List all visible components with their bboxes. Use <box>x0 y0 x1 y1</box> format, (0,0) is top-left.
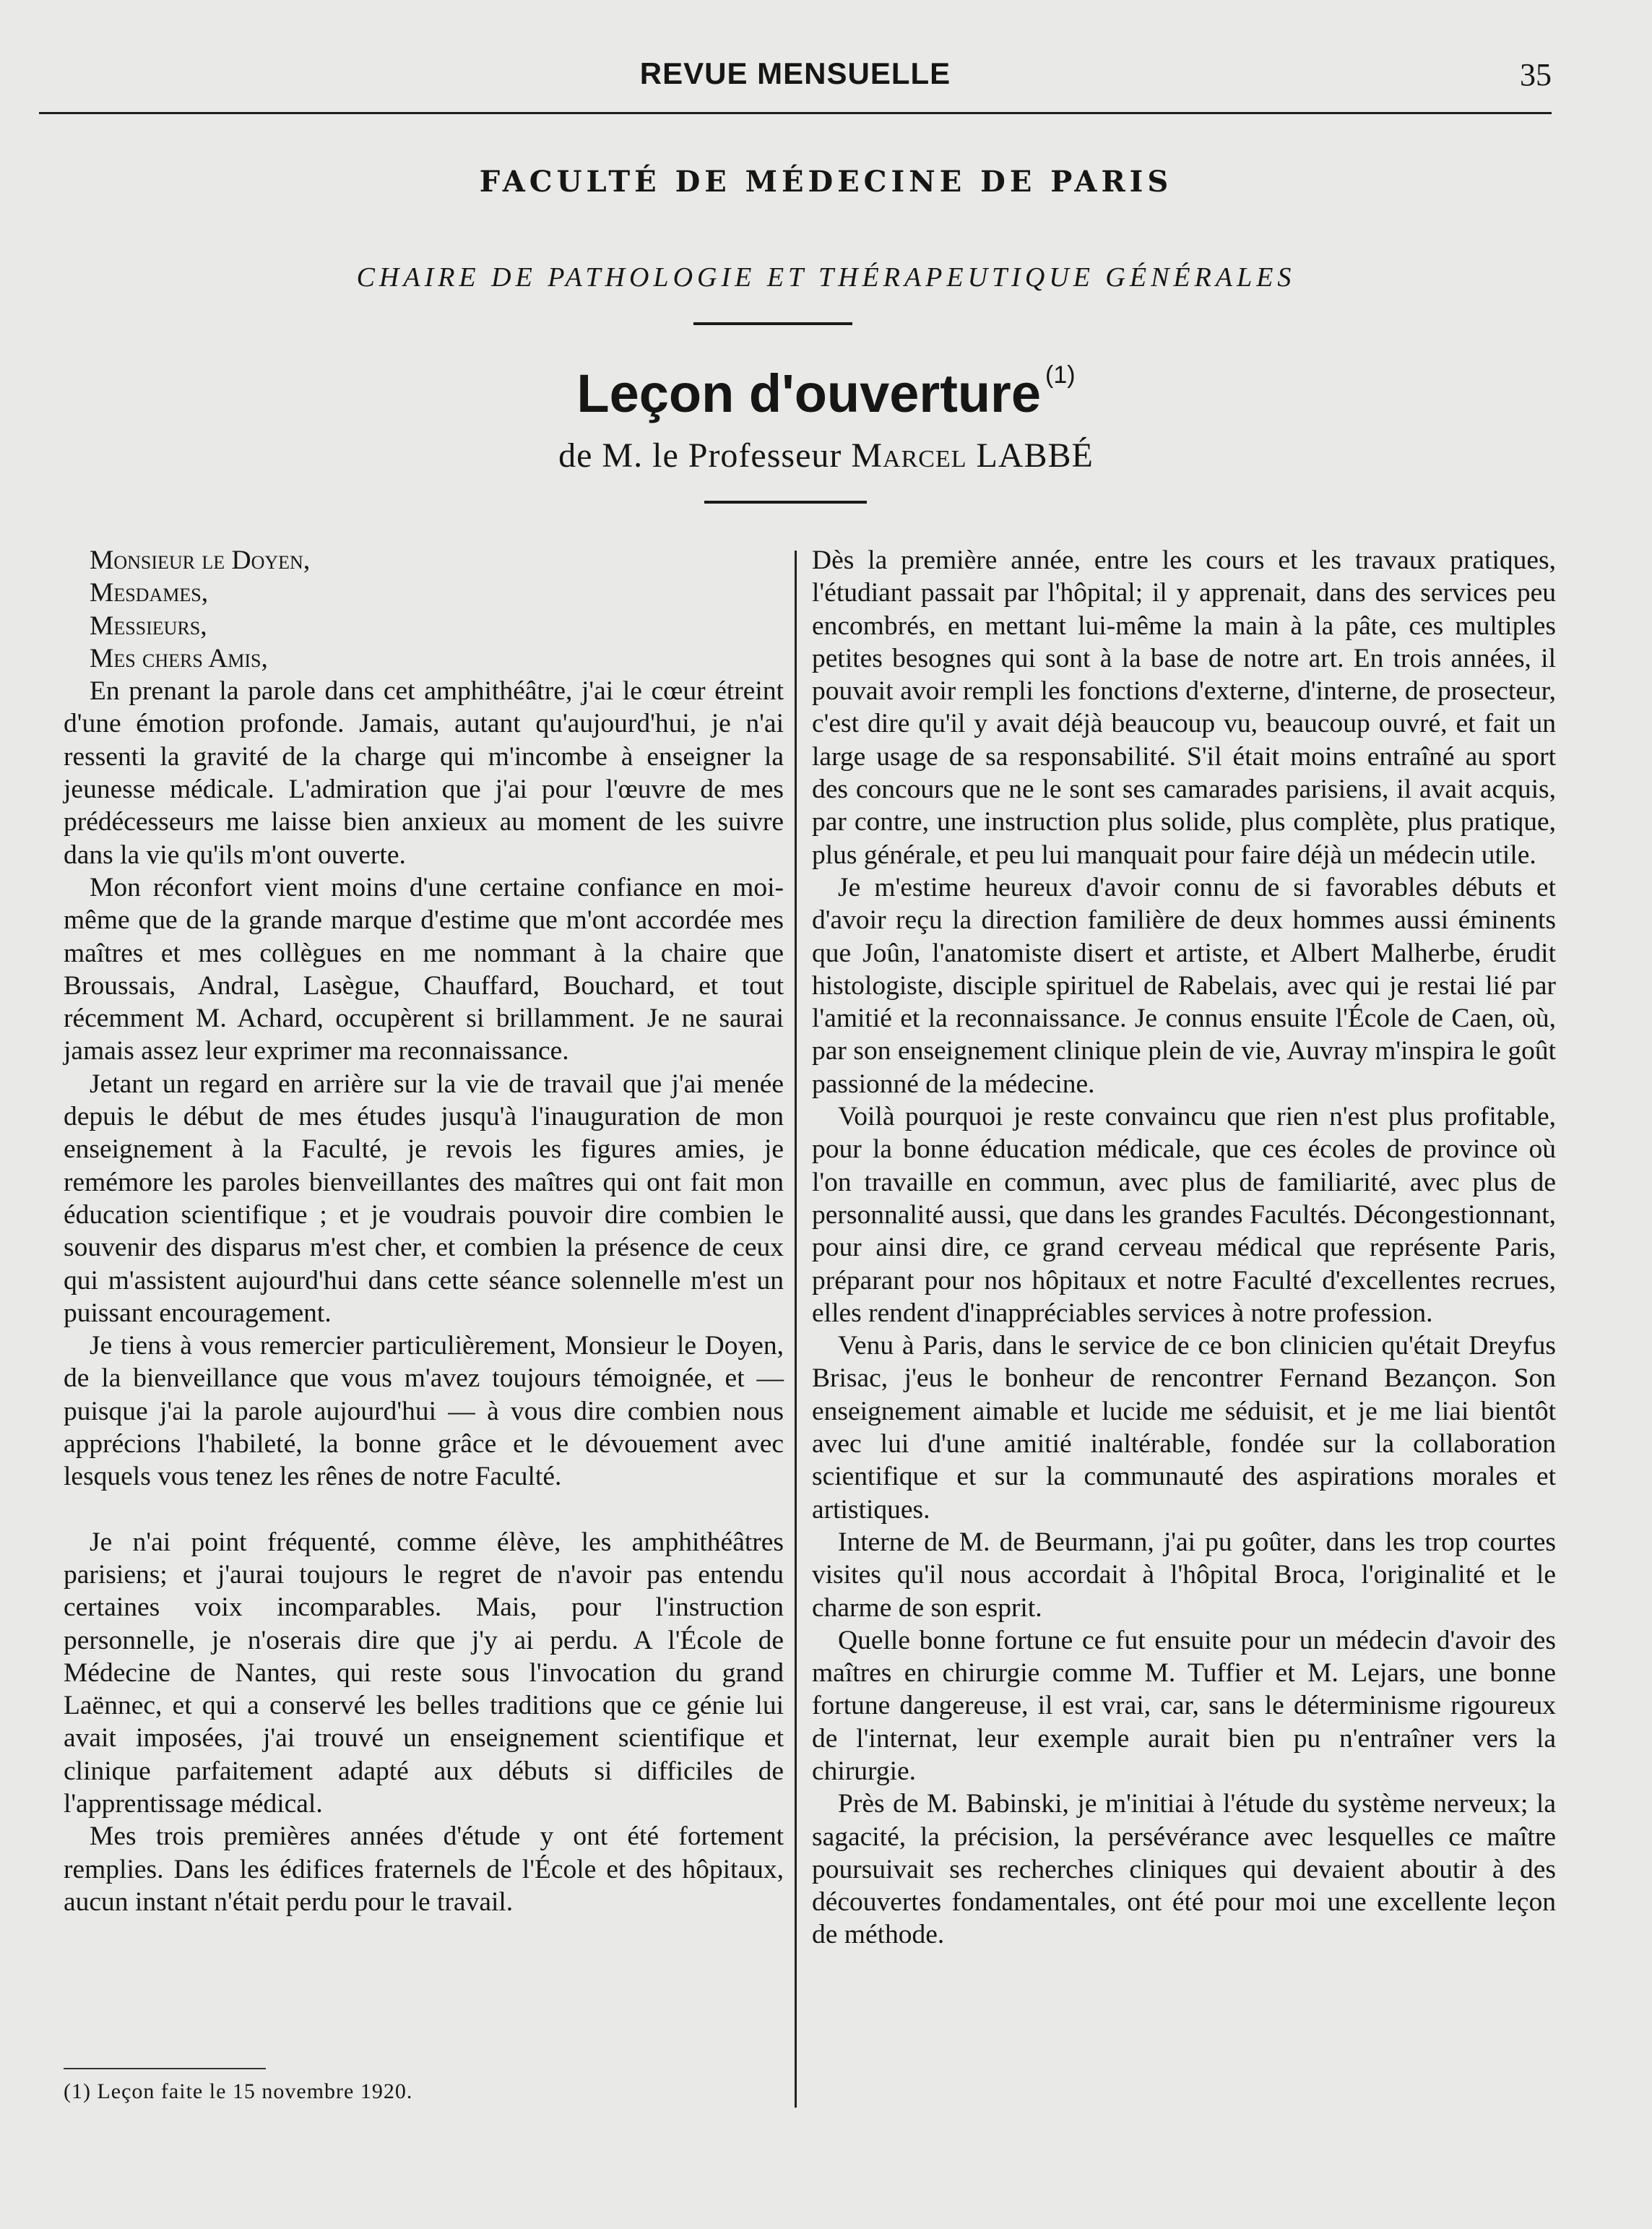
faculty-heading: FACULTÉ DE MÉDECINE DE PARIS <box>479 165 1173 199</box>
salutation-line: Monsieur le Doyen, <box>90 546 311 575</box>
footnote-rule <box>64 2068 266 2069</box>
page-number: 35 <box>1520 57 1552 92</box>
paragraph: Mes trois premières années d'étude y ont été fortement remplies. Dans les édifices fraternels de l'École et des hôpitaux, aucun instant n'était perdu pour le travail. <box>64 1821 784 1917</box>
byline <box>0 436 1652 475</box>
running-head <box>39 56 1552 101</box>
paragraph: Mon réconfort vient moins d'une certaine confiance en moi-même que de la grande marque d'estime que m'ont accordée mes maîtres et mes collègues en me nommant à la chaire que Broussais, Andral, Lasègue, Chauffard, Bouchard, et tout récemment M. Achard, occupèrent si brillamment. Je ne saurai jamais assez leur exprimer ma reconnaissance. <box>64 872 784 1066</box>
author-first-name: Marcel <box>851 436 967 475</box>
running-title: REVUE MENSUELLE <box>639 56 951 90</box>
footnote-reference: (1) <box>1045 361 1076 389</box>
column-divider <box>795 551 797 2108</box>
author-last-name: LABBÉ <box>976 436 1094 475</box>
paragraph: Jetant un regard en arrière sur la vie de travail que j'ai menée depuis le début de mes études jusqu'à l'inauguration de mon enseignement à la Faculté, je revois les figures amies, je remémore les paroles bienveillantes des maîtres qui ont fait mon éducation scientifique ; et je voudrais pouvoir dire combien le souvenir des disparus m'est cher, et combien la présence de ceux qui m'assistent aujourd'hui dans cette séance solennelle m'est un puissant encouragement. <box>64 1069 784 1328</box>
byline-prefix: de M. le Professeur <box>558 436 842 475</box>
paragraph: Dès la première année, entre les cours et les travaux pratiques, l'étudiant passait par l'hôpital; il y apprenait, dans des services peu encombrés, en mettant lui-même la main à la pâte, ces multiples petites besognes qui sont à la base de notre art. En trois années, il pouvait avoir rempli les fonctions d'externe, d'interne, de prosecteur, c'est dire qu'il y avait déjà beaucoup vu, beaucoup ouvré, et fait un large usage de sa responsabilité. S'il était moins entraîné au sport des concours que ne le sont ses camarades parisiens, il avait acquis, par contre, une instruction plus solide, plus complète, plus pratique, plus générale, et peu lui manquait pour faire déjà un médecin utile. <box>812 546 1556 870</box>
right-column <box>812 544 1556 1952</box>
lecture-title-text: Leçon d'ouverture <box>576 363 1042 423</box>
chair-heading: CHAIRE DE PATHOLOGIE ET THÉRAPEUTIQUE GÉNÉRALES <box>356 262 1296 293</box>
left-column <box>64 544 784 1918</box>
title-rule-bottom <box>704 501 867 504</box>
paragraph: Je tiens à vous remercier particulièrement, Monsieur le Doyen, de la bienveillance que vous m'avez toujours témoignée, et — puisque j'ai la parole aujourd'hui — à vous dire combien nous apprécions l'habileté, la bonne grâce et le dévouement avec lesquels vous tenez les rênes de notre Faculté. <box>64 1331 784 1492</box>
paragraph: Venu à Paris, dans le service de ce bon clinicien qu'était Dreyfus Brisac, j'eus le bonheur de rencontrer Fernand Bezançon. Son enseignement aimable et lucide me séduisit, et je me liai bientôt avec lui d'une amitié inaltérable, fondée sur la collaboration scientifique et sur la communauté des aspirations morales et artistiques. <box>812 1331 1556 1525</box>
paragraph: Quelle bonne fortune ce fut ensuite pour un médecin d'avoir des maîtres en chirurgie comme M. Tuffier et M. Lejars, une bonne fortune dangereuse, il est vrai, car, sans le déterminisme rigoureux de l'internat, leur exemple aurait bien pu n'entraîner vers la chirurgie. <box>812 1625 1556 1786</box>
paragraph-gap <box>64 1493 784 1526</box>
footnote: (1) Leçon faite le 15 novembre 1920. <box>64 2079 413 2103</box>
paragraph: Voilà pourquoi je reste convaincu que rien n'est plus profitable, pour la bonne éducation médicale, que ces écoles de province où l'on travaille en commun, avec plus de familiarité, avec plus de personnalité aussi, que dans les grandes Facultés. Décongestionnant, pour ainsi dire, ce grand cerveau médical que représente Paris, préparant pour nos hôpitaux et notre Faculté d'excellentes recrues, elles rendent d'inappréciables services à notre profession. <box>812 1102 1556 1328</box>
paragraph: Près de M. Babinski, je m'initiai à l'étude du système nerveux; la sagacité, la précision, la persévérance avec lesquelles ce maître poursuivait ses recherches cliniques qui devaient aboutir à des découvertes fondamentales, ont été pour moi une excellente leçon de méthode. <box>812 1789 1556 1950</box>
title-rule-top <box>693 322 852 325</box>
paragraph: Interne de M. de Beurmann, j'ai pu goûter, dans les trop courtes visites qu'il nous accordait à l'hôpital Broca, l'originalité et le charme de son esprit. <box>812 1527 1556 1623</box>
paragraph: En prenant la parole dans cet amphithéâtre, j'ai le cœur étreint d'une émotion profonde. Jamais, autant qu'aujourd'hui, je n'ai ressenti la gravité de la charge qui m'incombe à enseigner la jeunesse médicale. L'admiration que j'ai pour l'œuvre de mes prédécesseurs me laisse bien anxieux au moment de les suivre dans la vie qu'ils m'ont ouverte. <box>64 676 784 870</box>
header-rule <box>39 112 1552 114</box>
paragraph: Je n'ai point fréquenté, comme élève, les amphithéâtres parisiens; et j'aurai toujours le regret de n'avoir pas entendu certaines voix incomparables. Mais, pour l'instruction personnelle, je n'oserais dire que j'y ai perdu. A l'École de Médecine de Nantes, qui reste sous l'invocation du grand Laënnec, et qui a conservé les belles traditions que ce génie lui avait imposées, j'ai trouvé un enseignement scientifique et clinique parfaitement adapté aux débuts si difficiles de l'apprentissage médical. <box>64 1527 784 1819</box>
lecture-title <box>0 361 1652 424</box>
salutation-line: Mesdames, <box>90 578 209 608</box>
salutation-line: Messieurs, <box>90 611 207 641</box>
salutation-line: Mes chers Amis, <box>90 643 268 673</box>
paragraph: Je m'estime heureux d'avoir connu de si favorables débuts et d'avoir reçu la direction familière de deux hommes aussi éminents que Joûn, l'anatomiste disert et artiste, et Albert Malherbe, érudit histologiste, disciple spirituel de Rabelais, avec qui je restai lié par l'amitié et la reconnaissance. Je connus ensuite l'École de Caen, où, par son enseignement clinique plein de vie, Auvray m'inspira le goût passionné de la médecine. <box>812 872 1556 1099</box>
